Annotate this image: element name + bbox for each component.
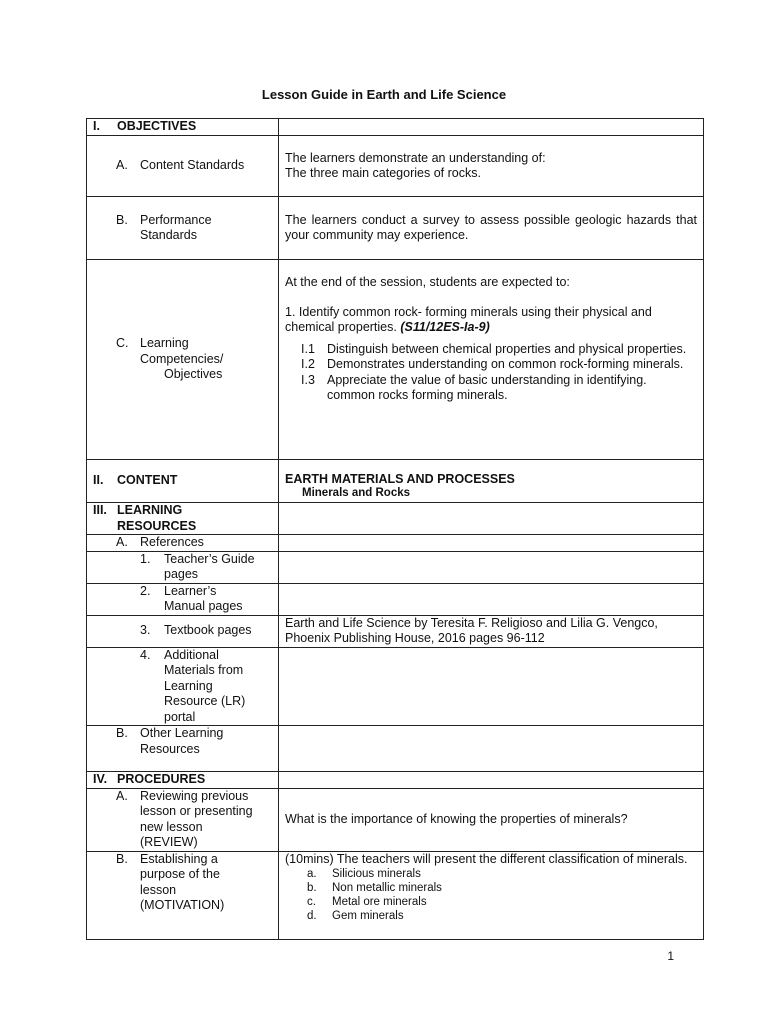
review-row <box>87 788 704 851</box>
references-empty-cell <box>279 535 704 552</box>
review-value-cell <box>279 788 704 851</box>
review-question: What is the importance of knowing the properties of minerals? <box>285 811 628 826</box>
item-label-line: Materials from <box>164 663 244 677</box>
item-number: 2. <box>140 583 151 598</box>
other-resources-value-cell <box>279 726 704 772</box>
learners-manual-value-cell <box>279 583 704 615</box>
item-number: 4. <box>140 647 151 662</box>
sub-item-text: Appreciate the value of basic understanding in identifying. common rocks forming minerals. <box>327 372 647 402</box>
competency-point <box>285 305 697 336</box>
competency-code: (S11/12ES-Ia-9) <box>400 320 490 334</box>
item-label: Textbook pages <box>164 623 252 638</box>
item-label-line: portal <box>164 709 196 724</box>
content-standards-label-cell <box>87 136 279 197</box>
list-item-letter: b. <box>307 882 317 894</box>
item-label-line: Learning <box>140 336 189 351</box>
item-label-line: Objectives <box>164 367 223 382</box>
section-numeral: II. <box>93 473 104 488</box>
competency-sub-item <box>285 342 697 358</box>
section-numeral: I. <box>93 119 100 133</box>
item-label-line: Performance <box>140 212 212 227</box>
page-title: Lesson Guide in Earth and Life Science <box>261 87 507 102</box>
performance-standards-row <box>87 197 704 260</box>
item-label-line: lesson or presenting <box>140 804 253 818</box>
item-label-line: Competencies/ <box>140 351 224 366</box>
item-label-line: Reviewing previous <box>140 788 249 803</box>
content-header-cell <box>87 460 279 503</box>
competency-point-text: 1. Identify common rock- forming minerals using their physical and chemical properties. <box>285 304 652 334</box>
page-number: 1 <box>667 949 674 963</box>
content-heading: EARTH MATERIALS AND PROCESSES <box>285 472 515 486</box>
section-numeral: III. <box>93 503 107 517</box>
list-item <box>285 867 697 881</box>
textbook-label-cell <box>87 615 279 647</box>
item-letter: B. <box>116 851 128 866</box>
item-label-line: new lesson <box>140 819 203 834</box>
list-item-text: Gem minerals <box>332 910 404 922</box>
other-resources-row <box>87 726 704 772</box>
procedures-row <box>87 772 704 789</box>
list-item-text: Non metallic minerals <box>332 882 442 894</box>
item-number: 1. <box>140 551 151 566</box>
section-label-line: RESOURCES <box>117 518 197 533</box>
item-letter: C. <box>116 336 129 351</box>
sub-item-number: I.1 <box>301 341 315 356</box>
list-item-text: Silicious minerals <box>332 868 421 880</box>
item-letter: B. <box>116 726 128 740</box>
list-item-letter: c. <box>307 896 316 908</box>
textbook-row <box>87 615 704 647</box>
motivation-row <box>87 851 704 939</box>
item-number: 3. <box>140 623 151 638</box>
item-label-line: Resource (LR) <box>164 694 246 708</box>
item-label: References <box>140 535 204 549</box>
item-label: Content Standards <box>140 158 245 173</box>
content-standards-line2: The three main categories of rocks. <box>285 166 481 180</box>
references-row <box>87 535 704 552</box>
section-numeral: IV. <box>93 772 108 786</box>
item-label-line: (REVIEW) <box>140 835 198 849</box>
performance-standards-label-cell <box>87 197 279 260</box>
content-standards-row <box>87 136 704 197</box>
textbook-reference: Earth and Life Science by Teresita F. Religioso and Lilia G. Vengco, Phoenix Publishing House, 2016 pages 96-112 <box>285 615 658 645</box>
item-label-line: Other Learning <box>140 726 224 740</box>
item-letter: A. <box>116 535 128 549</box>
item-label-line: Teacher’s Guide <box>164 551 255 566</box>
content-standards-line1: The learners demonstrate an understanding of: <box>285 150 546 165</box>
item-label-line: Manual pages <box>164 599 243 613</box>
content-value-cell <box>279 460 704 503</box>
teachers-guide-label-cell <box>87 551 279 583</box>
objectives-empty-cell <box>279 119 704 136</box>
content-row <box>87 460 704 503</box>
item-label-line: Additional <box>164 647 219 662</box>
list-item-letter: d. <box>307 910 317 922</box>
learning-resources-header-cell <box>87 503 279 535</box>
item-label-line: purpose of the <box>140 867 220 881</box>
item-letter: B. <box>116 212 128 227</box>
content-subheading: Minerals and Rocks <box>302 487 411 499</box>
list-item-text: Metal ore minerals <box>332 896 427 908</box>
motivation-text: (10mins) The teachers will present the different classification of minerals. <box>285 851 688 866</box>
teachers-guide-value-cell <box>279 551 704 583</box>
list-item <box>285 881 697 895</box>
learning-competencies-label-cell <box>87 260 279 460</box>
item-label-line: Standards <box>140 228 197 242</box>
procedures-empty-cell <box>279 772 704 789</box>
procedures-header-cell <box>87 772 279 789</box>
learning-competencies-row <box>87 260 704 460</box>
objectives-row <box>87 119 704 136</box>
list-item-letter: a. <box>307 868 317 880</box>
learning-resources-empty-cell <box>279 503 704 535</box>
motivation-label-cell <box>87 851 279 939</box>
sub-item-number: I.3 <box>301 372 315 387</box>
item-label-line: lesson <box>140 882 177 897</box>
section-label: OBJECTIVES <box>117 119 197 133</box>
sub-item-text: Demonstrates understanding on common rock-forming minerals. <box>327 357 684 371</box>
item-label-line: Resources <box>140 741 200 756</box>
section-label-line: LEARNING <box>117 503 183 517</box>
item-label-line: Learning <box>164 678 213 693</box>
textbook-value-cell <box>279 615 704 647</box>
section-label: PROCEDURES <box>117 772 206 786</box>
other-resources-label-cell <box>87 726 279 772</box>
item-label-line: pages <box>164 567 199 581</box>
content-standards-value-cell <box>279 136 704 197</box>
mineral-classification-list <box>285 867 697 923</box>
learning-competencies-value-cell <box>279 260 704 460</box>
list-item <box>285 895 697 909</box>
sub-item-text: Distinguish between chemical properties and physical properties. <box>327 341 687 356</box>
motivation-value-cell <box>279 851 704 939</box>
teachers-guide-row <box>87 551 704 583</box>
section-label: CONTENT <box>117 473 178 488</box>
competency-sub-item <box>285 357 697 373</box>
item-label-line: Learner’s <box>164 583 217 598</box>
learners-manual-row <box>87 583 704 615</box>
item-letter: A. <box>116 788 128 803</box>
references-label-cell <box>87 535 279 552</box>
list-item <box>285 909 697 923</box>
item-letter: A. <box>116 158 128 173</box>
review-label-cell <box>87 788 279 851</box>
performance-standards-value-cell <box>279 197 704 260</box>
item-label-line: Establishing a <box>140 851 218 866</box>
item-label-line: (MOTIVATION) <box>140 898 225 912</box>
sub-item-number: I.2 <box>301 357 315 371</box>
objectives-header-cell <box>87 119 279 136</box>
additional-materials-label-cell <box>87 647 279 726</box>
competency-sub-item <box>285 373 697 404</box>
learners-manual-label-cell <box>87 583 279 615</box>
competencies-intro: At the end of the session, students are expected to: <box>285 275 570 289</box>
performance-standards-text: The learners conduct a survey to assess possible geologic hazards that your community may experience. <box>285 212 697 242</box>
additional-materials-row <box>87 647 704 726</box>
lesson-guide-table <box>86 118 704 940</box>
learning-resources-row <box>87 503 704 535</box>
additional-materials-value-cell <box>279 647 704 726</box>
